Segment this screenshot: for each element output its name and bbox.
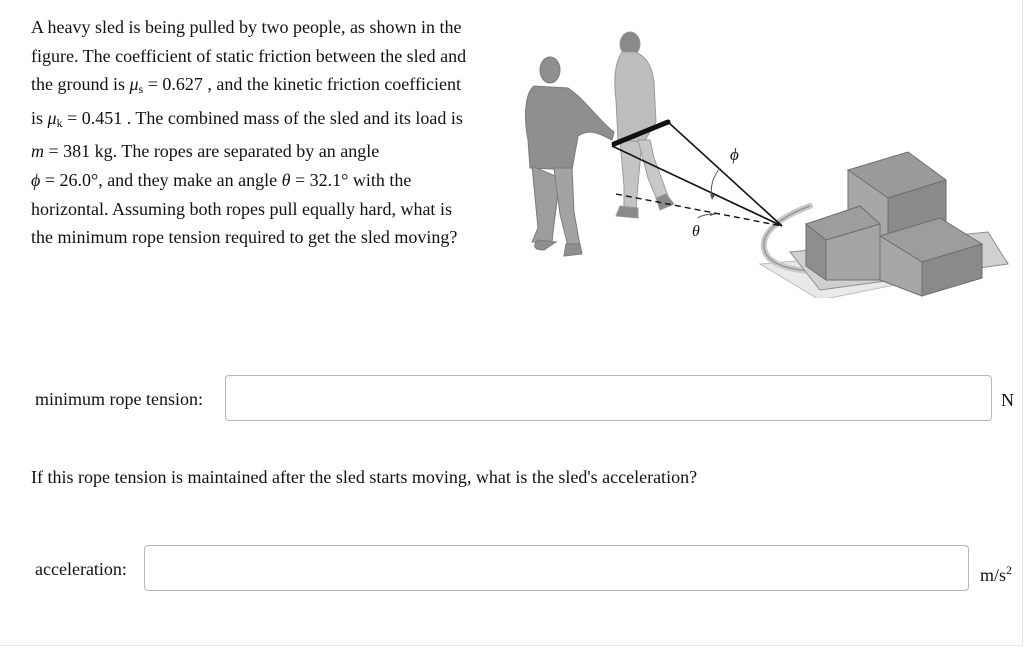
mu-s-value: = 0.627: [143, 74, 203, 95]
tension-input[interactable]: [225, 375, 992, 421]
mu-k-subscript: k: [56, 115, 63, 130]
problem-line-1: A heavy sled is being pulled by two people, as shown in the: [31, 17, 462, 37]
sled-figure: [520, 28, 1010, 298]
phi-label: ϕ: [730, 145, 739, 164]
acceleration-label: acceleration:: [35, 559, 127, 579]
theta-value: = 32.1°: [290, 169, 349, 190]
problem-line-6: ϕ = 26.0°, and they make an angle θ = 32.1° with the: [31, 169, 412, 190]
phi-value: = 26.0°: [40, 169, 99, 190]
phi-symbol: ϕ: [31, 169, 41, 190]
acceleration-input[interactable]: [144, 545, 969, 591]
mu-k-value: = 0.451: [62, 107, 123, 128]
problem-line-4: is $\mu_k = 0.451$ . The combined mass of the sled and its load is: [31, 107, 463, 130]
problem-line-5: m = 381 kg. The ropes are separated by an angle: [31, 141, 380, 162]
problem-line-7: horizontal. Assuming both ropes pull equally hard, what is: [31, 198, 452, 219]
rope-upper: [668, 122, 782, 226]
tension-unit: N: [1001, 390, 1014, 410]
theta-label: θ: [692, 223, 700, 240]
theta-symbol: θ: [281, 169, 291, 190]
acceleration-unit: $m/s^2$: [980, 563, 1013, 585]
mass-symbol: m: [31, 141, 44, 162]
person-left: [526, 57, 614, 256]
problem-line-8: the minimum rope tension required to get the sled moving?: [31, 227, 458, 248]
mass-value: = 381 kg: [44, 141, 113, 162]
tension-label: minimum rope tension:: [35, 389, 203, 409]
horizontal-reference: [616, 194, 782, 226]
acceleration-unit-exponent: 2: [1006, 563, 1013, 577]
mu-s-subscript: s: [138, 82, 144, 97]
problem-line-3: the ground is $\mu_s = 0.627$ , and the kinetic friction coefficient: [31, 74, 461, 97]
mu-symbol: μ: [129, 74, 139, 95]
problem-statement: [31, 13, 511, 252]
acceleration-question: If this rope tension is maintained after the sled starts moving, what is the sled's acceleration?: [31, 467, 698, 487]
problem-line-2: figure. The coefficient of static friction between the sled and: [31, 45, 467, 66]
